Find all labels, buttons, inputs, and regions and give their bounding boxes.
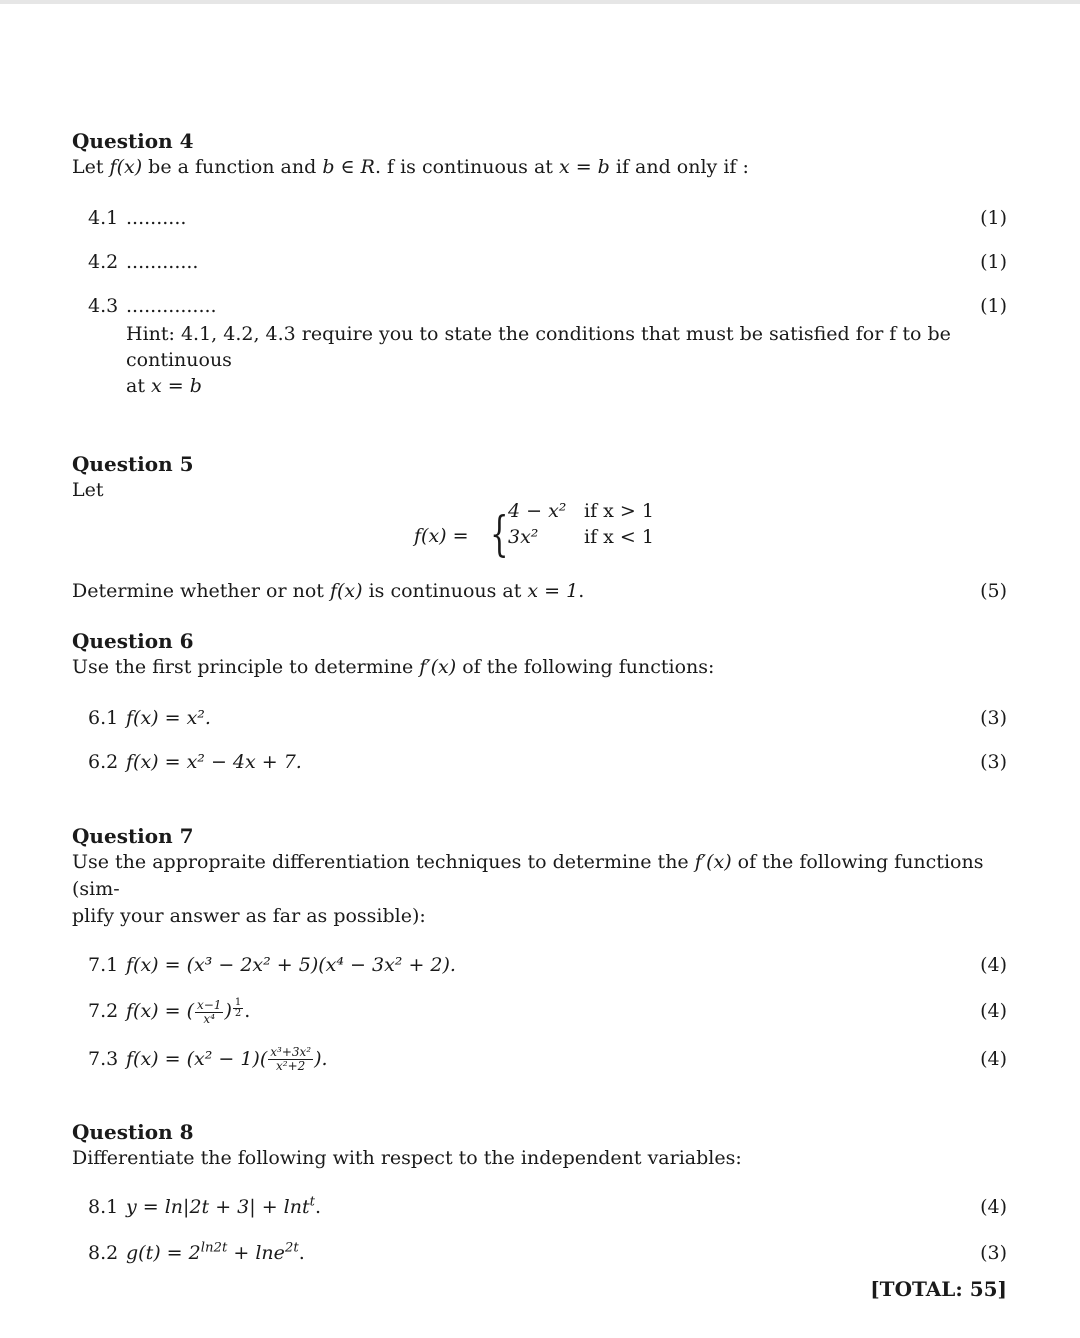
item-superscript: 2t xyxy=(284,1240,299,1256)
task-text: is continuous at xyxy=(362,580,528,602)
piecewise-case-2 xyxy=(508,524,654,550)
left-brace-icon: { xyxy=(490,506,509,562)
question-4 xyxy=(72,128,1007,399)
question-sheet xyxy=(72,128,1007,1266)
item-number: 7.1 xyxy=(88,954,119,976)
hint-line-2 xyxy=(126,373,1007,399)
intro-text: Use the first principle to determine xyxy=(72,656,420,678)
item-number: 8.2 xyxy=(88,1242,119,1264)
item-expression: . xyxy=(298,1242,305,1264)
question-8 xyxy=(72,1119,1007,1266)
question-7-intro xyxy=(72,849,1007,903)
item-marks: (3) xyxy=(980,1242,1007,1264)
case-expression: 3x² xyxy=(508,526,539,548)
intro-text: Let xyxy=(72,156,110,178)
item-number: 7.3 xyxy=(88,1047,119,1070)
hint-text: Hint: 4.1, 4.2, 4.3 require you to state the conditions that must be satisfied for f to be continuous xyxy=(126,323,951,371)
case-condition: if x < 1 xyxy=(584,526,654,548)
exponent-fraction xyxy=(233,998,243,1019)
item-superscript: t xyxy=(309,1194,315,1210)
intro-text: of the following functions: xyxy=(456,656,715,678)
item-marks: (1) xyxy=(980,207,1007,229)
item-expression: f(x) = ( xyxy=(126,1000,194,1022)
question-4-title: Question 4 xyxy=(72,129,194,153)
item-marks: (4) xyxy=(980,954,1007,976)
item-number: 6.2 xyxy=(88,751,119,773)
item-marks: (5) xyxy=(980,580,1007,602)
item-number: 7.2 xyxy=(88,1000,119,1022)
question-5-let: Let xyxy=(72,479,104,501)
question-item-6-2 xyxy=(72,749,1007,775)
question-4-hint xyxy=(72,321,1007,399)
fraction-numerator: 1 xyxy=(234,997,242,1008)
item-number: 4.1 xyxy=(88,207,119,229)
item-expression: . xyxy=(314,1196,321,1218)
question-5 xyxy=(72,451,1007,604)
intro-text: be a function and xyxy=(142,156,323,178)
question-item-6-1 xyxy=(72,705,1007,731)
question-7 xyxy=(72,823,1007,1073)
question-7-title: Question 7 xyxy=(72,824,194,848)
question-item-4-1 xyxy=(72,205,1007,231)
item-number: 4.3 xyxy=(88,295,119,317)
question-item-7-1 xyxy=(72,952,1007,978)
item-marks: (1) xyxy=(980,295,1007,317)
case-expression: 4 − x² xyxy=(508,500,567,522)
item-superscript: ln2t xyxy=(200,1240,228,1256)
total-marks: [TOTAL: 55] xyxy=(870,1277,1007,1301)
math-x-eq-b: x = b xyxy=(151,375,202,397)
item-blank: ............ xyxy=(126,251,199,273)
item-expression: y = ln|2t + 3| + lnt xyxy=(126,1196,310,1218)
item-expression: f(x) = (x² − 1)( xyxy=(126,1047,268,1070)
item-marks: (4) xyxy=(980,1000,1007,1022)
item-blank: .......... xyxy=(126,207,187,229)
item-expression: + lne xyxy=(227,1242,285,1264)
math-fx: f(x) xyxy=(109,156,143,178)
item-marks: (4) xyxy=(980,1196,1007,1218)
item-number: 4.2 xyxy=(88,251,119,273)
question-item-7-3 xyxy=(72,1046,1007,1074)
math-f-prime: f′(x) xyxy=(419,656,457,678)
item-expression: f(x) = x² − 4x + 7. xyxy=(126,751,302,773)
question-5-title: Question 5 xyxy=(72,452,194,476)
item-marks: (3) xyxy=(980,751,1007,773)
question-item-8-2 xyxy=(72,1240,1007,1266)
piecewise-function xyxy=(72,500,1007,568)
math-b-in-r: b ∈ R xyxy=(322,156,375,178)
fraction-denominator: x⁴ xyxy=(203,1011,215,1026)
math-x-eq-1: x = 1 xyxy=(527,580,579,602)
item-expression: f(x) = x². xyxy=(126,707,211,729)
item-expression: g(t) = 2 xyxy=(126,1242,201,1264)
fraction xyxy=(195,999,223,1026)
item-expression: ) xyxy=(224,1000,232,1022)
piecewise-lhs: f(x) = xyxy=(414,525,469,547)
question-item-4-3 xyxy=(72,293,1007,319)
question-item-7-2 xyxy=(72,998,1007,1026)
fraction-numerator: x³+3x² xyxy=(270,1045,312,1059)
question-8-intro: Differentiate the following with respect to the independent variables: xyxy=(72,1147,742,1169)
question-8-title: Question 8 xyxy=(72,1120,194,1144)
piecewise-case-1 xyxy=(508,498,654,524)
math-fx: f(x) xyxy=(329,580,363,602)
question-6-intro xyxy=(72,654,1007,681)
item-expression: ). xyxy=(314,1047,328,1070)
fraction xyxy=(268,1046,313,1073)
question-6 xyxy=(72,628,1007,775)
intro-text: . f is continuous at xyxy=(374,156,559,178)
math-x-eq-b: x = b xyxy=(558,156,610,178)
intro-text: if and only if : xyxy=(609,156,749,178)
item-number: 6.1 xyxy=(88,707,119,729)
fraction-denominator: 2 xyxy=(234,1008,242,1019)
intro-text: of the following functions (sim- xyxy=(72,851,984,900)
task-text: Determine whether or not xyxy=(72,580,330,602)
question-7-intro-line-2: plify your answer as far as possible): xyxy=(72,905,426,927)
math-f-prime: f′(x) xyxy=(694,851,732,873)
item-marks: (4) xyxy=(980,1047,1007,1070)
fraction-denominator: x²+2 xyxy=(276,1059,306,1073)
question-4-intro xyxy=(72,154,1007,181)
fraction-numerator: x−1 xyxy=(196,997,222,1012)
item-marks: (1) xyxy=(980,251,1007,273)
case-condition: if x > 1 xyxy=(584,500,654,522)
question-item-4-2 xyxy=(72,249,1007,275)
intro-text: Use the appropraite differentiation techniques to determine the xyxy=(72,851,695,873)
task-text: . xyxy=(578,580,585,602)
question-item-8-1 xyxy=(72,1194,1007,1220)
top-border xyxy=(0,0,1080,4)
item-marks: (3) xyxy=(980,707,1007,729)
question-5-task xyxy=(72,578,1007,604)
question-6-title: Question 6 xyxy=(72,629,194,653)
hint-text: at xyxy=(126,375,152,397)
item-blank: ............... xyxy=(126,295,217,317)
item-expression: f(x) = (x³ − 2x² + 5)(x⁴ − 3x² + 2). xyxy=(126,954,456,976)
item-number: 8.1 xyxy=(88,1196,119,1218)
item-expression: . xyxy=(244,1000,251,1022)
